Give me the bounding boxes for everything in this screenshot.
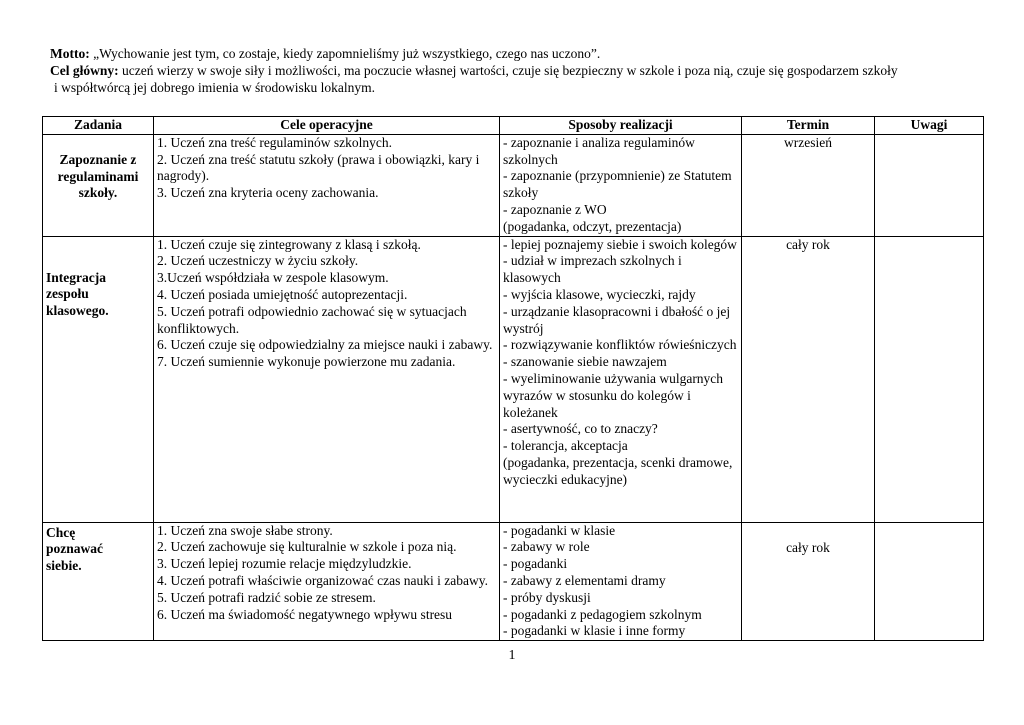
method-item: - próby dyskusji — [503, 589, 591, 605]
method-item: (pogadanka, odczyt, prezentacja) — [503, 218, 682, 234]
table-header-row — [43, 117, 984, 135]
method-item: - wyjścia klasowe, wycieczki, rajdy — [503, 286, 696, 302]
notes-cell — [875, 522, 984, 641]
term-cell — [742, 522, 875, 641]
goal-label: Cel główny: — [50, 63, 119, 78]
goal-item: 3.Uczeń współdziała w zespole klasowym. — [157, 270, 389, 286]
method-item: - pogadanki w klasie — [503, 522, 616, 538]
method-item: - asertywność, co to znaczy? — [503, 421, 658, 437]
column-header-methods: Sposoby realizacji — [500, 117, 742, 135]
method-item: - zapoznanie z WO — [503, 201, 607, 217]
table-row — [43, 236, 984, 522]
page-number: 1 — [508, 648, 516, 663]
education-plan-table — [42, 116, 984, 641]
method-item: - pogadanki z pedagogiem szkolnym — [503, 606, 702, 622]
method-item: - urządzanie klasopracowni i dbałość o jej wystrój — [503, 303, 731, 336]
term-cell: cały rok — [742, 236, 875, 522]
method-item: - zapoznanie i analiza regulaminów szkolnych — [503, 134, 695, 167]
method-item: - rozwiązywanie konfliktów rówieśniczych — [503, 337, 737, 353]
method-item: - zabawy w role — [503, 539, 590, 555]
column-header-tasks: Zadania — [43, 117, 154, 135]
notes-cell — [875, 236, 984, 522]
column-header-notes: Uwagi — [875, 117, 984, 135]
task-text-line: poznawać — [46, 541, 103, 557]
goal-item: 3. Uczeń lepiej rozumie relacje międzyludzkie. — [157, 556, 412, 572]
goals-cell — [154, 236, 500, 522]
goal-item: 1. Uczeń czuje się zintegrowany z klasą i szkołą. — [157, 236, 421, 252]
task-text-line: szkoły. — [78, 185, 118, 201]
motto-label: Motto: — [50, 46, 90, 61]
notes-cell — [875, 134, 984, 236]
goal-item: 6. Uczeń ma świadomość negatywnego wpływu stresu — [157, 606, 453, 622]
task-cell — [43, 134, 154, 236]
methods-cell — [500, 522, 742, 641]
term-text: cały rok — [786, 539, 830, 555]
method-item: - szanowanie siebie nawzajem — [503, 354, 667, 370]
goal-item: 2. Uczeń uczestniczy w życiu szkoły. — [157, 253, 359, 269]
method-item: - tolerancja, akceptacja — [503, 438, 628, 454]
term-cell: wrzesień — [742, 134, 875, 236]
task-text-line: Integracja — [46, 269, 106, 285]
goal-item: 6. Uczeń czuje się odpowiedzialny za miejsce nauki i zabawy. — [157, 337, 493, 353]
task-text-line: klasowego. — [46, 303, 109, 319]
method-item: (pogadanka, prezentacja, scenki dramowe, wycieczki edukacyjne) — [503, 454, 733, 487]
goal-text: uczeń wierzy w swoje siły i możliwości, ma poczucie własnej wartości, czuje się bezpieczny w szkole i poza nią, czuje się gospodarzem szkoły — [118, 63, 898, 78]
method-item: - udział w imprezach szkolnych i klasowych — [503, 253, 682, 286]
methods-cell — [500, 134, 742, 236]
method-item: - pogadanki — [503, 556, 568, 572]
task-text-line: siebie. — [46, 558, 82, 574]
goal-text-continued: i współtwórcą jej dobrego imienia w środowisku lokalnym. — [54, 80, 375, 95]
goal-line-2 — [50, 79, 1000, 96]
goal-item: 5. Uczeń potrafi radzić sobie ze stresem. — [157, 589, 376, 605]
task-cell — [43, 522, 154, 641]
goal-item: 2. Uczeń zna treść statutu szkoły (prawa i obowiązki, kary i nagrody). — [157, 151, 480, 184]
method-item: - zapoznanie (przypomnienie) ze Statutem szkoły — [503, 168, 732, 201]
task-cell — [43, 236, 154, 522]
goal-item: 5. Uczeń potrafi odpowiednio zachować się w sytuacjach konfliktowych. — [157, 303, 467, 336]
motto-line — [50, 45, 1000, 62]
task-text-line: regulaminami — [57, 168, 139, 184]
task-text-line: zespołu — [46, 286, 89, 302]
column-header-term: Termin — [742, 117, 875, 135]
table-row — [43, 522, 984, 641]
task-text-line: Zapoznanie z — [59, 151, 137, 167]
task-text-line: Chcę — [46, 524, 76, 540]
method-item: - zabawy z elementami dramy — [503, 572, 666, 588]
goal-item: 1. Uczeń zna treść regulaminów szkolnych. — [157, 134, 393, 150]
goal-item: 4. Uczeń potrafi właściwie organizować czas nauki i zabawy. — [157, 572, 488, 588]
column-header-goals: Cele operacyjne — [154, 117, 500, 135]
goals-cell — [154, 134, 500, 236]
goal-item: 2. Uczeń zachowuje się kulturalnie w szkole i poza nią. — [157, 539, 457, 555]
motto-text: „Wychowanie jest tym, co zostaje, kiedy zapomnieliśmy już wszystkiego, czego nas uczono”. — [89, 46, 601, 61]
goal-item: 3. Uczeń zna kryteria oceny zachowania. — [157, 185, 379, 201]
goal-item: 7. Uczeń sumiennie wykonuje powierzone mu zadania. — [157, 354, 456, 370]
goal-item: 4. Uczeń posiada umiejętność autoprezentacji. — [157, 286, 408, 302]
method-item: - pogadanki w klasie i inne formy — [503, 623, 686, 639]
document-header — [50, 45, 1000, 96]
methods-cell — [500, 236, 742, 522]
method-item: - lepiej poznajemy siebie i swoich kolegów — [503, 236, 737, 252]
method-item: - wyeliminowanie używania wulgarnych wyrazów w stosunku do kolegów i koleżanek — [503, 370, 724, 420]
goal-item: 1. Uczeń zna swoje słabe strony. — [157, 522, 333, 538]
goals-cell — [154, 522, 500, 641]
goal-line — [50, 62, 1000, 79]
table-row — [43, 134, 984, 236]
